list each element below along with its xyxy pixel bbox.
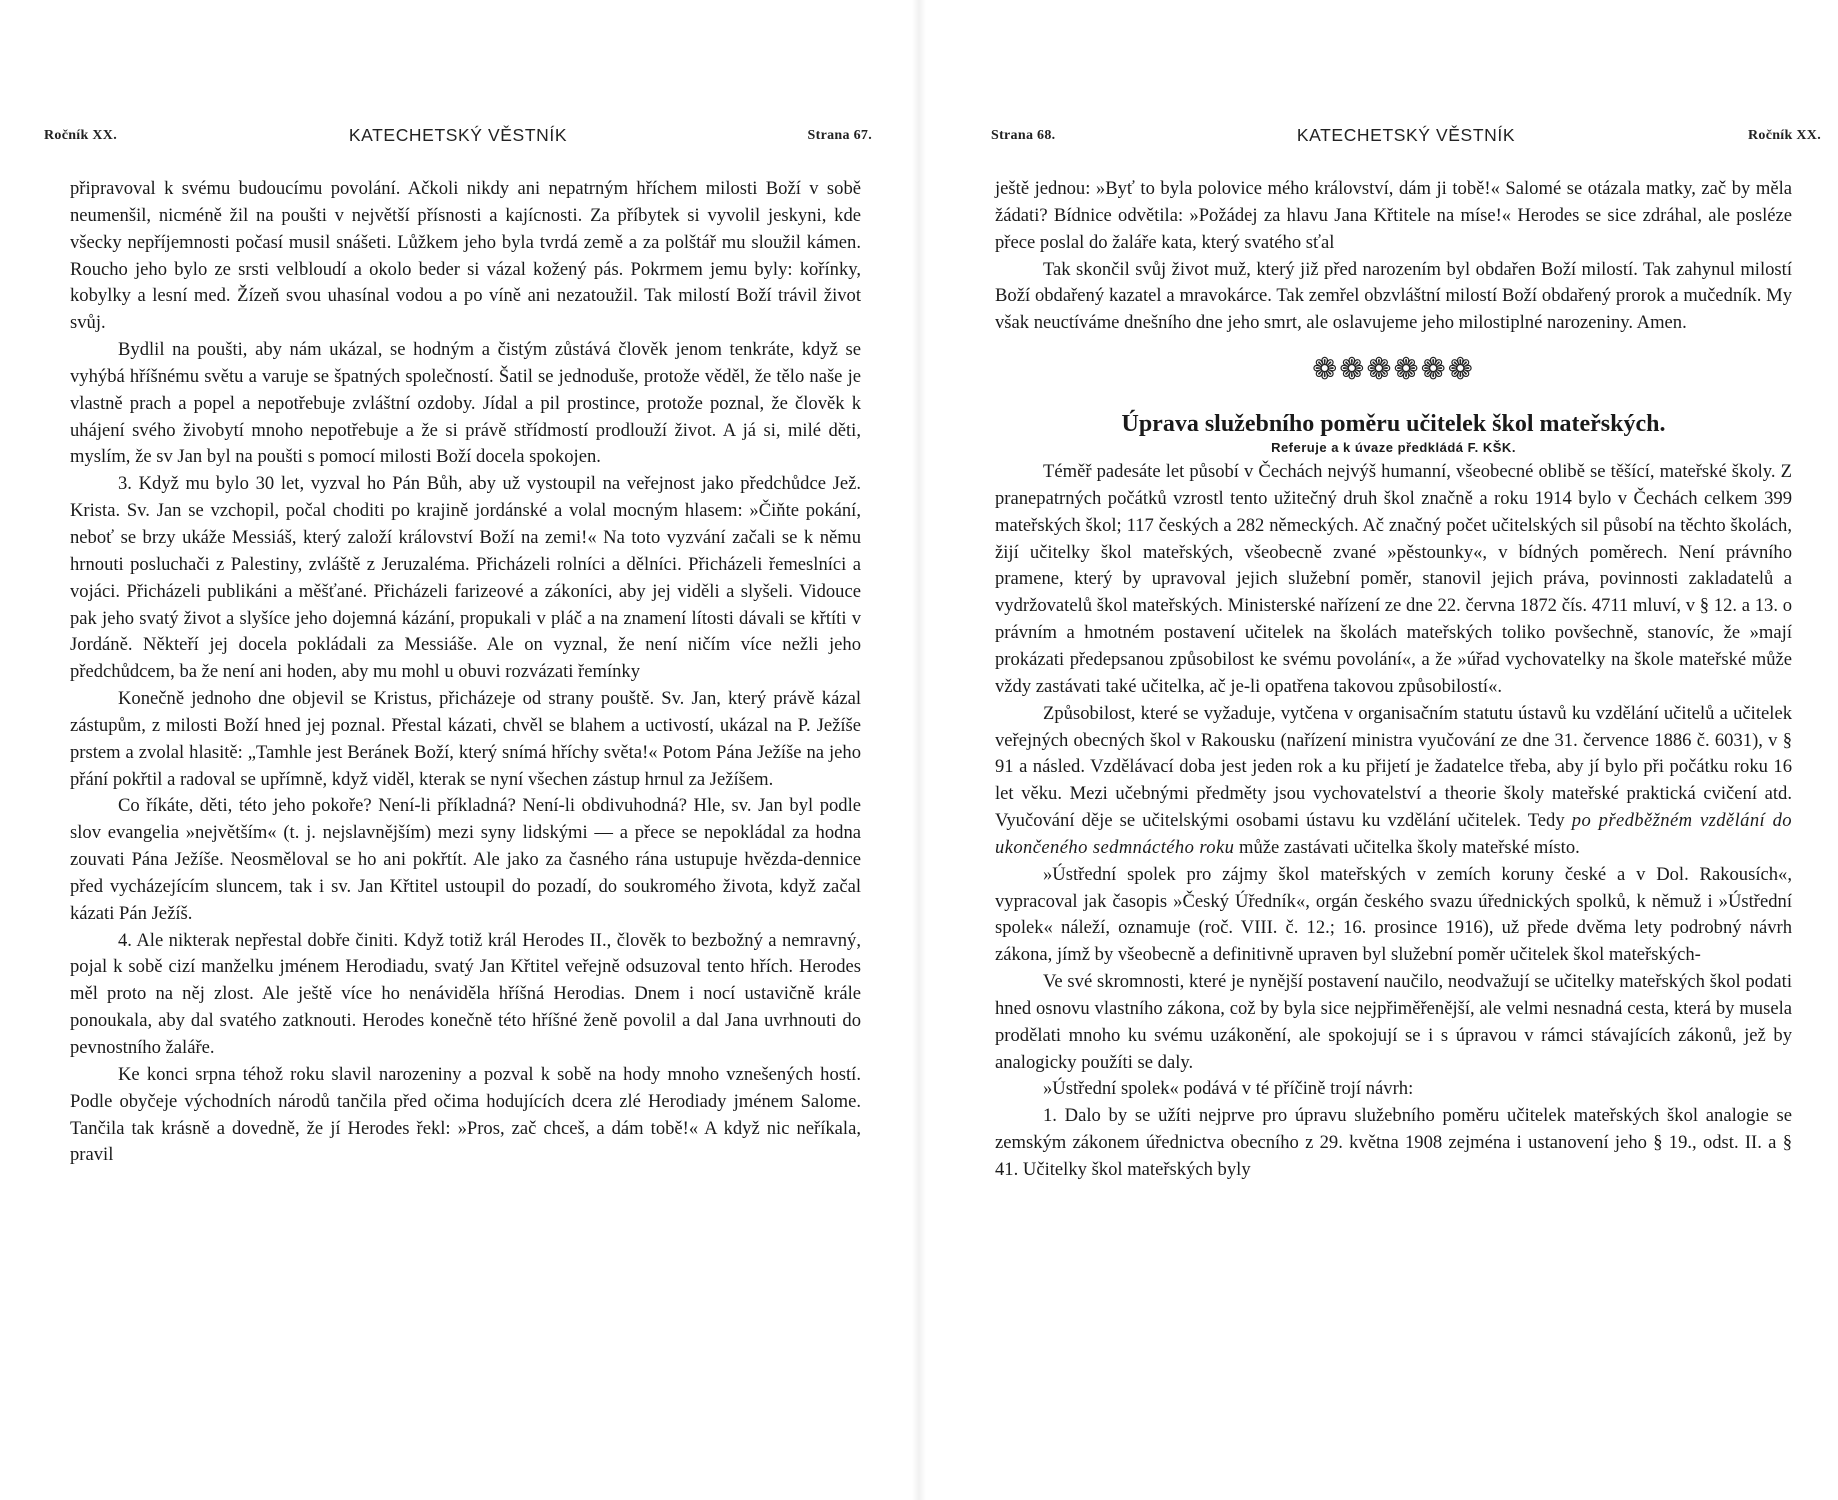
paragraph: 1. Dalo by se užíti nejprve pro úpravu služebního poměru učitelek mateřských škol analogie se zemským zákonem úřednictva obecního z 29. května 1908 zejména i ustanovení jeho § 19., odst. II. a § 41. Učitelky škol mateřských byly bbox=[995, 1105, 1792, 1180]
paragraph: 3. Když mu bylo 30 let, vyzval ho Pán Bůh, aby už vystoupil na veřejnost jako předchůdce Jež. Krista. Sv. Jan se vzchopil, počal choditi po krajině jordánské a volal mocným hlasem: »Čiňte pokání, neboť se brzy ukáže Messiáš, který založí království Boží na zemi!« Na toto vyzvání začali se k němu hrnouti posluchači z Palestiny, zvláště z Jeruzaléma. Přicházeli rolníci a dělníci. Přicházeli řemeslníci a vojáci. Přicházeli publikáni a měšťané. Přicházeli farizeové a zákoníci, aby jej viděli a slyšeli. Vidouce pak jeho svatý život a slyšíce jeho dojemná kázání, propukali v pláč a na znamení lítosti dávali se křtíti v Jordáně. Někteří jej docela pokládali za Messiáše. Ale on vyznal, že není ničím více nežli jeho předchůdcem, ba že není ani hoden, aby mu mohl u obuvi rozvázati řemínky bbox=[70, 473, 861, 683]
paragraph: ještě jednou: »Byť to byla polovice mého království, dám ji tobě!« Salomé se otázala matky, zač by měla žádati? Bídnice odvětila: »Požádej za hlavu Jana Křtitele na míse!« Herodes se sice zdráhal, ale posléze přece poslal do žaláře kata, který svatého sťal bbox=[995, 178, 1792, 253]
paragraph: připravoval k svému budoucímu povolání. Ačkoli nikdy ani nepatrným hříchem milosti Boží v sobě neumenšil, nicméně žil na poušti v největší přísnosti a kajícnosti. Za příbytek si vyvolil jeskyni, kde všecky nepříjemnosti počasí musil snášeti. Lůžkem jeho byla tvrdá země a za polštář mu sloužil kámen. Roucho jeho bylo ze srsti velbloudí a okolo beder si vázal kožený pás. Pokrmem jemu byly: kořínky, kobylky a lesní med. Žízeň svou uhasínal vodou a po víně ani nezatoužil. Tak milostí Boží trávil život svůj. bbox=[70, 178, 861, 334]
paragraph: Bydlil na poušti, aby nám ukázal, se hodným a čistým zůstává člověk jenom tenkráte, když se vyhýbá hříšnému světu a varuje se špatných společností. Šatil se jednoduše, protože věděl, že tělo naše je vlastně prach a popel a nepotřebuje zvláštní ozdoby. Jídal a pil prostince, protože poznal, že člověk k uhájení svého živobytí mnoho nepotřebuje a že si právě střídmostí prodlouží život. A já si, milé děti, myslím, že sv Jan byl na poušti s pomocí milosti Boží docela spokojen. bbox=[70, 339, 861, 468]
right-page bbox=[919, 0, 1838, 1500]
journal-title: KATECHETSKÝ VĚSTNÍK bbox=[1296, 125, 1516, 145]
flower-ornament-icon: ❁❁❁❁❁❁ bbox=[1312, 353, 1475, 387]
volume-label: Ročník XX. bbox=[44, 128, 118, 143]
paragraph: »Ústřední spolek« podává v té příčině trojí návrh: bbox=[1043, 1078, 1414, 1100]
paragraph bbox=[995, 701, 1792, 862]
right-page-text bbox=[995, 176, 1792, 1184]
paragraph: Konečně jednoho dne objevil se Kristus, přicházeje od strany pouště. Sv. Jan, který právě kázal zástupům, z milosti Boží hned jej poznal. Přestal kázati, chvěl se blahem a uctivostí, ukázal na P. Ježíše prstem a zvolal hlasitě: „Tamhle jest Beránek Boží, který snímá hříchy světa!« Potom Pána Ježíše na jeho přání pokřtil a radoval se upřímně, když viděl, kterak se nyní všechen zástup hrnul za Ježíšem. bbox=[70, 688, 861, 790]
left-page-text bbox=[70, 176, 861, 1169]
paragraph: 4. Ale nikterak nepřestal dobře činiti. Když totiž král Herodes II., člověk to bezbožný a nemravný, pojal k sobě cizí manželku jménem Herodiadu, svatý Jan Křtitel veřejně odsuzoval tento hřích. Herodes měl proto na něj zlost. Ale ještě více ho nenáviděla hříšná Herodias. Dnem i nocí ustavičně krále ponoukala, aby dal svatého zatknouti. Herodes konečně této hříšné ženě povolil a dal Jana uvrhnouti do pevnostního žaláře. bbox=[70, 929, 861, 1058]
paragraph: Ve své skromnosti, které je nynější postavení naučilo, neodvažují se učitelky mateřských škol podati hned osnovu vlastního zákona, což by byla sice nejpřiměřenější, ale velmi nesnadná cesta, která by musela prodělati mnoho ku svému uzákonění, ale spokojují se i s úpravou v rámci stávajících zákonů, jež by analogicky použíti se daly. bbox=[995, 971, 1792, 1073]
paragraph: »Ústřední spolek pro zájmy škol mateřských v zemích koruny české a v Dol. Rakousích«, vypracoval jak časopis »Český Úředník«, orgán českého svazu úřednických spolků, k němuž i »Ústřední spolek« náleží, oznamuje (roč. VIII. č. 12.; 16. prosince 1916), už přede dvěma lety podrobný návrh zákona, jímž by všeobecně a definitivně upraven byl služební poměr učitelek škol mateřských- bbox=[995, 863, 1792, 966]
left-page-header bbox=[44, 122, 872, 150]
paragraph: Tak skončil svůj život muž, který již před narozením byl obdařen Boží milostí. Tak zahynul milostí Boží obdařený kazatel a mravokárce. Tak zemřel obzvláštní milostí Boží obdařený prorok a mučedník. My však neuctíváme dnešního dne jeho smrt, ale oslavujeme jeho milostiplné narozeniny. Amen. bbox=[995, 258, 1792, 334]
qualification-text: Způsobilost, které se vyžaduje, vytčena v organisačním statutu ústavů ku vzdělání učitelů a učitelek veřejných obecných škol v Rakousku (nařízení ministra vyučování ze dne 31. července 1886 č. 6031), v § 91 a násled. Vzdělávací doba jest jeden rok a ku přijetí je žadatelce třeba, aby jí bylo při počátku roku 16 let věku. Mezi učebnými předměty jsou vychovatelství a theorie školy mateřské praktická cvičení atd. Vyučování děje se učitelskými osobami ústavu ku vzdělání učitelek. Tedy bbox=[995, 702, 1792, 832]
emphasis-text: po předběžném vzdělání do ukončeného sedmnáctého roku bbox=[995, 810, 1792, 858]
paragraph: Co říkáte, děti, této jeho pokoře? Není-li příkladná? Není-li obdivuhodná? Hle, sv. Jan byl podle slov evangelia »největším« (t. j. nejslavnějším) mezi syny lidskými — a přece se nepokládal za hodna zouvati Pána Ježíše. Neosměloval se ho ani pokřtít. Ale jako za časného rána ustupuje hvězda-dennice před vycházejícím sluncem, tak i sv. Jan Křtitel ustoupil do pozadí, do soukromého života, když začal kázati Pán Ježíš. bbox=[70, 795, 861, 924]
page-number: Strana 68. bbox=[991, 128, 1056, 143]
qualification-text-end: může zastávati učitelka školy mateřské místo. bbox=[1239, 836, 1580, 858]
page-number: Strana 67. bbox=[807, 128, 872, 143]
volume-label: Ročník XX. bbox=[1747, 128, 1821, 143]
article-byline: Referuje a k úvaze předkládá F. KŠK. bbox=[1271, 440, 1516, 456]
article-title: Úprava služebního poměru učitelek škol mateřských. bbox=[1121, 411, 1666, 438]
paragraph: Téměř padesáte let působí v Čechách nejvýš humanní, všeobecné oblibě se těšící, mateřské školy. Z pranepatrných počátků vzrostl tento užitečný druh škol značně a roku 1914 bylo v Čechách celkem 399 mateřských škol; 117 českých a 282 německých. Ač značný počet učitelských sil působí na těchto školách, žijí učitelky škol mateřských, všeobecně zvané »pěstounky«, v bídných poměrech. Není právního pramene, který by upravoval jejich služební poměr, stanovil jejich práva, povinnosti zakladatelů a vydržovatelů škol mateřských. Ministerské nařízení ze dne 22. června 1872 čís. 4711 mluví, v § 12. a 13. o právním a hmotném postavení učitelek na školách mateřských toliko povšechně, stanovíc, že »mají prokázati předepsanou způsobilost ke svému povolání«, a že »úřad vychovatelky na škole mateřské může vždy zastávati také učitelka, ač je-li opatřena takovou způsobilostí«. bbox=[995, 461, 1792, 697]
paragraph: Ke konci srpna téhož roku slavil narozeniny a pozval k sobě na hody mnoho vznešených hostí. Podle obyčeje východních národů tančila před očima hodujících dcera zlé Herodiady jménem Salome. Tančila tak krásně a dovedně, že jí Herodes řekl: »Pros, zač chceš, a dám tobě!« A když nic neříkala, pravil bbox=[70, 1063, 861, 1166]
right-page-header bbox=[991, 122, 1821, 150]
journal-title: KATECHETSKÝ VĚSTNÍK bbox=[348, 125, 568, 145]
